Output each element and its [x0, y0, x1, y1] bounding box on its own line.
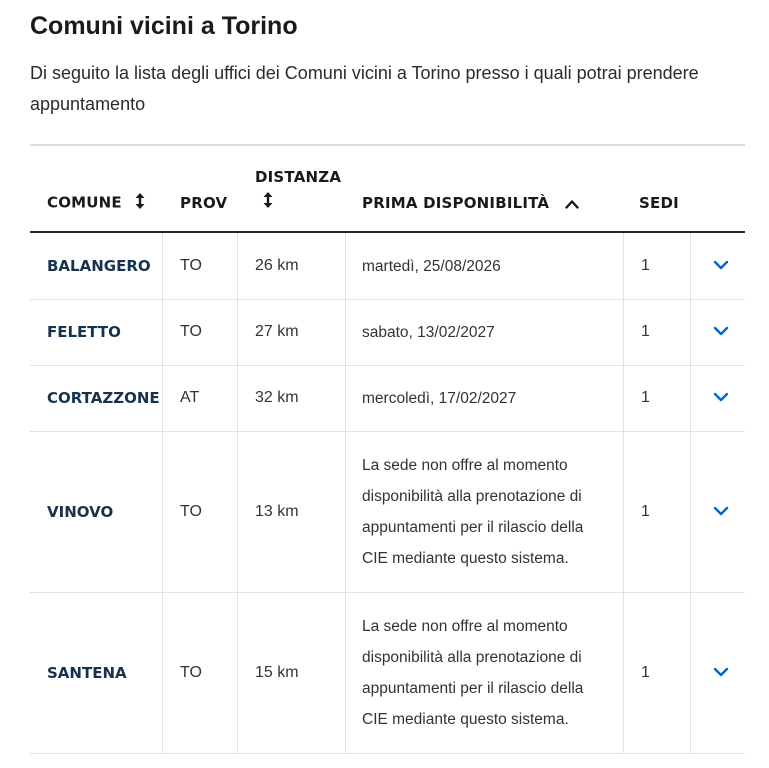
comune-name: SANTENA	[47, 663, 127, 682]
page-title: Comuni vicini a Torino	[30, 12, 298, 40]
column-header-comune[interactable]: COMUNE	[47, 193, 145, 213]
expand-row-button[interactable]	[706, 233, 736, 299]
column-divider	[623, 365, 624, 431]
sort-arrows-icon[interactable]	[135, 193, 145, 213]
column-header-sedi[interactable]: SEDI	[639, 194, 679, 212]
chevron-down-icon[interactable]	[713, 257, 729, 275]
chevron-down-icon[interactable]	[713, 664, 729, 682]
column-divider	[162, 233, 163, 299]
comune-name: VINOVO	[47, 502, 114, 521]
expand-row-button[interactable]	[706, 299, 736, 365]
distance-value: 32 km	[255, 389, 299, 406]
province-code: TO	[180, 323, 202, 340]
sedi-count: 1	[641, 389, 650, 406]
expand-row-button[interactable]	[706, 365, 736, 431]
column-divider	[237, 299, 238, 365]
column-divider	[690, 431, 691, 592]
page-subtitle: Di seguito la lista degli uffici dei Comuni vicini a Torino presso i quali potrai prendere appuntamento	[30, 63, 699, 114]
column-header-prov[interactable]: PROV	[180, 194, 228, 212]
distance-value: 13 km	[255, 502, 299, 520]
column-divider	[623, 431, 624, 592]
first-availability: mercoledì, 17/02/2027	[362, 389, 517, 407]
expand-row-button[interactable]	[706, 431, 736, 592]
column-divider	[237, 365, 238, 431]
chevron-down-icon[interactable]	[713, 389, 729, 407]
sedi-count: 1	[641, 663, 650, 681]
distance-value: 27 km	[255, 323, 299, 340]
column-divider	[623, 299, 624, 365]
column-divider	[237, 233, 238, 299]
expand-row-button[interactable]	[706, 592, 736, 753]
column-divider	[690, 592, 691, 753]
column-divider	[345, 233, 346, 299]
chevron-down-icon[interactable]	[713, 323, 729, 341]
column-divider	[162, 299, 163, 365]
comune-name: CORTAZZONE	[47, 389, 160, 407]
province-code: TO	[180, 663, 202, 681]
column-divider	[345, 365, 346, 431]
table-row[interactable]	[30, 592, 745, 754]
table-row[interactable]	[30, 365, 745, 432]
column-divider	[690, 233, 691, 299]
column-divider	[237, 592, 238, 753]
sort-arrows-icon[interactable]	[263, 192, 341, 212]
chevron-up-icon[interactable]	[565, 195, 579, 213]
column-divider	[623, 592, 624, 753]
table-header	[30, 146, 745, 232]
first-availability: sabato, 13/02/2027	[362, 323, 495, 341]
column-header-distanza[interactable]: DISTANZA	[255, 168, 341, 212]
column-divider	[345, 299, 346, 365]
column-divider	[162, 431, 163, 592]
column-divider	[623, 233, 624, 299]
table-row[interactable]	[30, 233, 745, 300]
column-divider	[690, 299, 691, 365]
column-divider	[162, 592, 163, 753]
first-availability: martedì, 25/08/2026	[362, 257, 501, 275]
province-code: TO	[180, 257, 202, 274]
sedi-count: 1	[641, 323, 650, 340]
comune-name: FELETTO	[47, 323, 121, 341]
column-divider	[345, 592, 346, 753]
distance-value: 26 km	[255, 257, 299, 274]
sedi-count: 1	[641, 257, 650, 274]
chevron-down-icon[interactable]	[713, 503, 729, 521]
first-availability: La sede non offre al momento disponibilità alla prenotazione di appuntamenti per il rilascio della CIE mediante questo sistema.	[362, 456, 584, 567]
table-row[interactable]	[30, 431, 745, 593]
first-availability: La sede non offre al momento disponibilità alla prenotazione di appuntamenti per il rilascio della CIE mediante questo sistema.	[362, 617, 584, 728]
column-divider	[345, 431, 346, 592]
province-code: TO	[180, 502, 202, 520]
province-code: AT	[180, 389, 200, 406]
comune-name: BALANGERO	[47, 257, 151, 275]
sedi-count: 1	[641, 502, 650, 520]
column-divider	[162, 365, 163, 431]
distance-value: 15 km	[255, 663, 299, 681]
table-row[interactable]	[30, 299, 745, 366]
column-divider	[237, 431, 238, 592]
column-header-prima-disponibilita[interactable]: PRIMA DISPONIBILITÀ	[362, 194, 579, 213]
column-divider	[690, 365, 691, 431]
